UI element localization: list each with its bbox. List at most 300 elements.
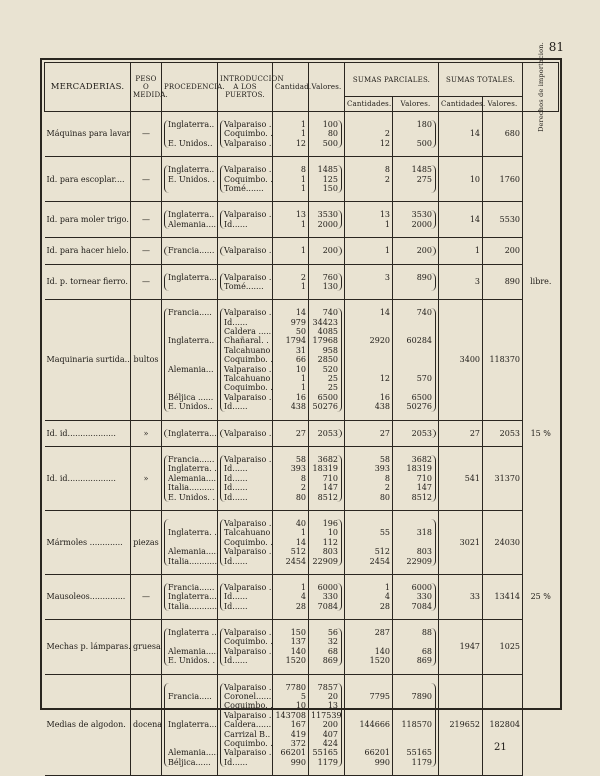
line-value: 58 bbox=[295, 455, 306, 465]
line-value: 32 bbox=[327, 637, 338, 647]
mercaderia-name: Máquinas para lavar bbox=[45, 112, 131, 157]
procedencia-lines bbox=[164, 246, 215, 255]
peso-medida: — bbox=[131, 157, 162, 202]
line-value: 330 bbox=[416, 592, 432, 602]
peso-medida: docena bbox=[131, 674, 162, 776]
derechos-value: 15 % bbox=[523, 420, 559, 446]
line-value bbox=[347, 711, 390, 720]
line-value: 31 bbox=[295, 345, 306, 355]
line-value: 55 bbox=[379, 528, 390, 538]
line-value: 3 bbox=[384, 272, 390, 282]
line-value: 18319 bbox=[312, 464, 338, 474]
line-value: Italia........... bbox=[168, 556, 218, 566]
line-value: 1520 bbox=[369, 656, 390, 666]
line-value: Valparaiso . bbox=[224, 455, 272, 465]
line-value: 407 bbox=[322, 729, 338, 739]
line-value bbox=[168, 129, 215, 138]
puerto-cell bbox=[218, 157, 273, 202]
table-row bbox=[45, 510, 559, 574]
procedencia-cell bbox=[162, 112, 218, 157]
sp-cantidad-cell bbox=[345, 674, 393, 776]
line-value: 20 bbox=[327, 692, 338, 702]
table-row bbox=[45, 674, 559, 776]
line-value: Valparaiso . bbox=[224, 120, 272, 129]
line-value: Valparaiso . bbox=[224, 628, 272, 638]
valores-cell bbox=[309, 510, 345, 574]
line-value: 1 bbox=[300, 374, 306, 384]
line-value: Id...... bbox=[224, 473, 248, 483]
sp-valores-lines bbox=[395, 273, 436, 292]
st-valores: 118370 bbox=[483, 300, 523, 420]
line-value: 2850 bbox=[317, 355, 338, 365]
line-value: 25 bbox=[327, 383, 338, 393]
mercaderia-name: Id. p. tornear fierro. bbox=[45, 264, 131, 300]
line-value: Id...... bbox=[224, 402, 248, 412]
valores-lines bbox=[311, 455, 342, 502]
line-value: Inglaterra... bbox=[168, 272, 217, 282]
line-value: 1520 bbox=[285, 656, 306, 666]
line-value: 12 bbox=[379, 138, 390, 148]
line-value: Coquimbo. . bbox=[224, 355, 273, 365]
procedencia-lines bbox=[164, 455, 215, 502]
sp-cantidad-cell bbox=[345, 620, 393, 675]
puerto-lines bbox=[220, 628, 273, 666]
peso-medida: — bbox=[131, 574, 162, 619]
line-value: 18319 bbox=[406, 464, 432, 474]
line-value: 6500 bbox=[317, 392, 338, 402]
line-value: 2053 bbox=[411, 428, 432, 438]
line-value: 27 bbox=[295, 428, 306, 438]
line-value: 1179 bbox=[317, 757, 338, 767]
line-value bbox=[347, 538, 390, 547]
line-value: 22909 bbox=[312, 556, 338, 566]
line-value bbox=[168, 327, 215, 336]
cantidad-lines bbox=[275, 519, 306, 566]
st-cantidad: 1947 bbox=[439, 620, 483, 675]
line-value: 58 bbox=[379, 455, 390, 465]
footer-number: 21 bbox=[494, 742, 507, 753]
line-value: 393 bbox=[374, 464, 390, 474]
line-value: Inglaterra... bbox=[168, 720, 217, 730]
derechos-value bbox=[523, 157, 559, 202]
valores-cell bbox=[309, 157, 345, 202]
line-value: Id...... bbox=[224, 656, 248, 666]
line-value: Francia...... bbox=[168, 246, 215, 256]
line-value: 500 bbox=[416, 138, 432, 148]
line-value: 2000 bbox=[317, 219, 338, 229]
cantidad-lines bbox=[275, 583, 306, 611]
line-value: 2000 bbox=[411, 219, 432, 229]
sp-valores-lines bbox=[395, 455, 436, 502]
sp-cantidad-lines bbox=[347, 683, 390, 768]
line-value: Valparaiso . bbox=[224, 428, 272, 438]
cantidad-cell bbox=[273, 264, 309, 300]
line-value: 520 bbox=[322, 364, 338, 374]
header-sp-cantidades: Cantidades. bbox=[345, 97, 393, 112]
line-value: Inglaterra.. bbox=[168, 210, 215, 220]
table-row bbox=[45, 264, 559, 300]
line-value: 6000 bbox=[317, 582, 338, 592]
st-valores: 182804 bbox=[483, 674, 523, 776]
st-valores: 890 bbox=[483, 264, 523, 300]
valores-lines bbox=[311, 308, 342, 411]
line-value: Béljica ...... bbox=[168, 392, 214, 402]
line-value: 144666 bbox=[359, 720, 390, 730]
line-value bbox=[347, 519, 390, 528]
puerto-cell bbox=[218, 202, 273, 238]
line-value: 12 bbox=[295, 138, 306, 148]
derechos-value: 25 % bbox=[523, 574, 559, 619]
line-value: 137 bbox=[290, 637, 306, 647]
cantidad-cell bbox=[273, 112, 309, 157]
derechos-value bbox=[523, 300, 559, 420]
derechos-value bbox=[523, 510, 559, 574]
line-value: 500 bbox=[322, 138, 338, 148]
line-value: Francia..... bbox=[168, 692, 212, 702]
st-cantidad: 219652 bbox=[439, 674, 483, 776]
line-value: 8512 bbox=[317, 492, 338, 502]
line-value: 990 bbox=[374, 757, 390, 767]
mercaderia-name: Id. id................... bbox=[45, 447, 131, 511]
procedencia-cell bbox=[162, 238, 218, 264]
sp-cantidad-lines bbox=[347, 273, 390, 292]
sp-cantidad-lines bbox=[347, 120, 390, 148]
line-value: Béljica...... bbox=[168, 757, 211, 767]
st-valores: 1760 bbox=[483, 157, 523, 202]
line-value: 66 bbox=[295, 355, 306, 365]
line-value: Inglaterra.. bbox=[168, 336, 215, 346]
st-valores: 1025 bbox=[483, 620, 523, 675]
cantidad-lines bbox=[275, 210, 306, 229]
puerto-lines bbox=[220, 455, 270, 502]
puerto-lines bbox=[220, 210, 270, 229]
line-value: 1 bbox=[300, 383, 306, 393]
line-value: Alemania..... bbox=[168, 547, 219, 557]
line-value: 140 bbox=[290, 646, 306, 656]
line-value: 869 bbox=[416, 656, 432, 666]
derechos-value bbox=[523, 674, 559, 776]
sp-valores-lines bbox=[395, 429, 436, 438]
sp-valores-cell bbox=[393, 420, 439, 446]
procedencia-lines bbox=[164, 273, 215, 292]
mercaderia-name: Maquinaria surtida.. bbox=[45, 300, 131, 420]
line-value: Alemania.... bbox=[168, 219, 217, 229]
line-value: E. Unidos.. bbox=[168, 138, 213, 148]
line-value: 958 bbox=[322, 345, 338, 355]
valores-cell bbox=[309, 574, 345, 619]
line-value: 8 bbox=[384, 165, 390, 175]
line-value: 287 bbox=[374, 628, 390, 638]
sp-valores-lines bbox=[395, 308, 436, 411]
line-value: Tomé....... bbox=[224, 281, 264, 291]
line-value: 318 bbox=[416, 528, 432, 538]
line-value: 27 bbox=[379, 428, 390, 438]
line-value: 2 bbox=[300, 272, 306, 282]
line-value: 180 bbox=[416, 120, 432, 129]
line-value: 80 bbox=[295, 492, 306, 502]
puerto-lines bbox=[220, 308, 273, 412]
peso-medida: — bbox=[131, 202, 162, 238]
line-value: 372 bbox=[290, 739, 306, 748]
line-value: 1 bbox=[384, 246, 390, 256]
line-value: 10 bbox=[327, 528, 338, 538]
sp-cantidad-cell bbox=[345, 420, 393, 446]
sp-cantidad-cell bbox=[345, 510, 393, 574]
line-value: Inglaterra... bbox=[168, 592, 217, 602]
st-cantidad: 14 bbox=[439, 202, 483, 238]
peso-medida: — bbox=[131, 264, 162, 300]
line-value: Valparaiso . bbox=[224, 646, 272, 656]
line-value bbox=[395, 519, 432, 528]
line-value: 2454 bbox=[285, 556, 306, 566]
line-value: 7084 bbox=[411, 601, 432, 611]
line-value: 143708 bbox=[275, 710, 306, 720]
cantidad-lines bbox=[275, 165, 306, 193]
cantidad-cell bbox=[273, 674, 309, 776]
line-value bbox=[395, 129, 432, 138]
line-value bbox=[168, 701, 215, 710]
derechos-value bbox=[523, 447, 559, 511]
puerto-cell bbox=[218, 447, 273, 511]
line-value: E. Unidos. . bbox=[168, 492, 216, 502]
table-row bbox=[45, 620, 559, 675]
st-valores: 13414 bbox=[483, 574, 523, 619]
line-value: Inglaterra. . bbox=[168, 528, 217, 538]
line-value bbox=[395, 365, 432, 374]
procedencia-cell bbox=[162, 510, 218, 574]
line-value: Inglaterra.. bbox=[168, 120, 215, 129]
puerto-lines bbox=[220, 682, 273, 768]
line-value bbox=[347, 120, 390, 129]
line-value: 710 bbox=[416, 473, 432, 483]
page-number: 81 bbox=[548, 40, 564, 54]
line-value bbox=[168, 730, 215, 739]
line-value: 1 bbox=[300, 582, 306, 592]
line-value bbox=[395, 327, 432, 336]
line-value: 3530 bbox=[411, 210, 432, 220]
line-value: 760 bbox=[322, 272, 338, 282]
sp-valores-lines bbox=[395, 120, 436, 148]
header-peso: PESO O MEDIDA. bbox=[131, 63, 162, 112]
line-value: Talcahuano bbox=[224, 345, 271, 355]
line-value: 393 bbox=[290, 464, 306, 474]
valores-lines bbox=[311, 628, 342, 666]
line-value bbox=[168, 683, 215, 692]
line-value bbox=[168, 383, 215, 392]
procedencia-lines bbox=[164, 429, 215, 438]
table-body bbox=[45, 112, 559, 776]
line-value: 3682 bbox=[411, 455, 432, 465]
mercaderia-name: Id. id................... bbox=[45, 420, 131, 446]
line-value: 7780 bbox=[285, 682, 306, 692]
procedencia-cell bbox=[162, 620, 218, 675]
sp-cantidad-lines bbox=[347, 429, 390, 438]
valores-cell bbox=[309, 447, 345, 511]
line-value: Valparaiso . bbox=[224, 165, 272, 175]
line-value bbox=[395, 282, 432, 291]
line-value: 60284 bbox=[406, 336, 432, 346]
line-value: Talcahuano bbox=[224, 374, 271, 384]
line-value: Coquimbo. . bbox=[224, 129, 273, 139]
valores-cell bbox=[309, 674, 345, 776]
line-value: 2 bbox=[384, 483, 390, 493]
line-value: Valparaiso . bbox=[224, 210, 272, 220]
line-value bbox=[168, 711, 215, 720]
import-table bbox=[44, 42, 559, 776]
line-value: Inglaterra .. bbox=[168, 628, 217, 638]
line-value: Italia........... bbox=[168, 601, 218, 611]
sp-valores-lines bbox=[395, 210, 436, 229]
st-cantidad: 3021 bbox=[439, 510, 483, 574]
st-valores: 31370 bbox=[483, 447, 523, 511]
header-sp-valores: Valores. bbox=[393, 97, 439, 112]
line-value bbox=[395, 739, 432, 748]
procedencia-lines bbox=[164, 628, 219, 666]
line-value: 167 bbox=[290, 720, 306, 730]
line-value: 17968 bbox=[312, 336, 338, 346]
valores-lines bbox=[311, 583, 342, 611]
st-valores: 200 bbox=[483, 238, 523, 264]
table-row bbox=[45, 202, 559, 238]
line-value: Valparaiso . bbox=[224, 138, 272, 148]
sp-cantidad-lines bbox=[347, 308, 390, 411]
line-value: Carrizal B.. bbox=[224, 729, 271, 739]
header-valores: Valores. bbox=[309, 63, 345, 112]
table-row bbox=[45, 157, 559, 202]
mercaderia-name: Id. para moler trigo. bbox=[45, 202, 131, 238]
line-value: 1485 bbox=[317, 165, 338, 175]
line-value: 5 bbox=[300, 692, 306, 702]
line-value: Coquimbo. . bbox=[224, 537, 273, 547]
table-row bbox=[45, 112, 559, 157]
line-value: Id...... bbox=[224, 757, 248, 767]
st-valores: 2053 bbox=[483, 420, 523, 446]
valores-lines bbox=[311, 273, 342, 292]
valores-cell bbox=[309, 300, 345, 420]
line-value: 424 bbox=[322, 739, 338, 748]
sp-valores-cell bbox=[393, 300, 439, 420]
line-value: 130 bbox=[322, 281, 338, 291]
line-value: 117539 bbox=[311, 710, 342, 720]
line-value: 4 bbox=[384, 592, 390, 602]
line-value: 200 bbox=[416, 246, 432, 256]
sp-valores-lines bbox=[395, 583, 436, 611]
line-value: 1794 bbox=[285, 336, 306, 346]
line-value: 14 bbox=[379, 308, 390, 318]
line-value: Alemania..... bbox=[168, 748, 219, 758]
line-value: 2053 bbox=[317, 428, 338, 438]
line-value: 10 bbox=[295, 701, 306, 711]
peso-medida: piezas bbox=[131, 510, 162, 574]
sp-valores-lines bbox=[395, 683, 436, 768]
line-value: 28 bbox=[295, 601, 306, 611]
line-value: Coquimbo. . bbox=[224, 383, 273, 393]
line-value: Coquimbo. . bbox=[224, 739, 273, 748]
line-value: Francia...... bbox=[168, 582, 215, 592]
line-value: 7857 bbox=[317, 682, 338, 692]
line-value: 125 bbox=[322, 174, 338, 184]
line-value bbox=[168, 739, 215, 748]
line-value bbox=[395, 711, 432, 720]
line-value: E. Unidos. . bbox=[168, 656, 216, 666]
peso-medida: » bbox=[131, 447, 162, 511]
st-cantidad: 3 bbox=[439, 264, 483, 300]
valores-lines bbox=[311, 429, 342, 438]
puerto-cell bbox=[218, 620, 273, 675]
sp-cantidad-cell bbox=[345, 264, 393, 300]
line-value: Alemania..... bbox=[168, 646, 219, 656]
procedencia-cell bbox=[162, 157, 218, 202]
line-value: Caldera ..... bbox=[224, 327, 272, 337]
procedencia-lines bbox=[164, 683, 219, 768]
sp-cantidad-lines bbox=[347, 165, 390, 193]
cantidad-lines bbox=[275, 308, 306, 411]
line-value bbox=[347, 318, 390, 327]
peso-medida: — bbox=[131, 238, 162, 264]
line-value: Valparaiso . bbox=[224, 392, 272, 402]
cantidad-cell bbox=[273, 620, 309, 675]
line-value bbox=[395, 318, 432, 327]
line-value: 1 bbox=[384, 219, 390, 229]
line-value bbox=[347, 739, 390, 748]
line-value: Valparaiso . bbox=[224, 710, 272, 720]
line-value: 100 bbox=[322, 120, 338, 129]
line-value bbox=[395, 383, 432, 392]
line-value bbox=[347, 282, 390, 291]
peso-medida: — bbox=[131, 112, 162, 157]
line-value: 40 bbox=[295, 518, 306, 528]
line-value: 330 bbox=[322, 592, 338, 602]
procedencia-cell bbox=[162, 447, 218, 511]
mercaderia-name: Medias de algodon. bbox=[45, 674, 131, 776]
st-valores: 24030 bbox=[483, 510, 523, 574]
puerto-cell bbox=[218, 574, 273, 619]
line-value: 990 bbox=[290, 757, 306, 767]
line-value: Id...... bbox=[224, 317, 248, 327]
line-value: E. Unidos. . bbox=[168, 174, 216, 184]
line-value bbox=[395, 184, 432, 193]
sp-valores-cell bbox=[393, 112, 439, 157]
sp-valores-cell bbox=[393, 510, 439, 574]
line-value: 1 bbox=[300, 219, 306, 229]
sp-valores-lines bbox=[395, 519, 436, 566]
cantidad-cell bbox=[273, 202, 309, 238]
line-value: 869 bbox=[322, 656, 338, 666]
line-value: 7795 bbox=[369, 692, 390, 702]
line-value: Francia..... bbox=[168, 308, 212, 318]
puerto-lines bbox=[220, 583, 270, 611]
procedencia-lines bbox=[164, 120, 215, 148]
line-value bbox=[347, 365, 390, 374]
procedencia-cell bbox=[162, 574, 218, 619]
line-value: 80 bbox=[379, 492, 390, 502]
st-valores: 5530 bbox=[483, 202, 523, 238]
table-row bbox=[45, 238, 559, 264]
st-cantidad: 10 bbox=[439, 157, 483, 202]
line-value: 1 bbox=[300, 120, 306, 129]
line-value: Valparaiso . bbox=[224, 582, 272, 592]
st-cantidad: 33 bbox=[439, 574, 483, 619]
procedencia-cell bbox=[162, 264, 218, 300]
peso-medida: » bbox=[131, 420, 162, 446]
line-value: 570 bbox=[416, 374, 432, 384]
cantidad-cell bbox=[273, 447, 309, 511]
procedencia-cell bbox=[162, 300, 218, 420]
valores-lines bbox=[311, 683, 342, 768]
line-value: Valparaiso . bbox=[224, 364, 272, 374]
line-value: Valparaiso . bbox=[224, 682, 272, 692]
valores-cell bbox=[309, 264, 345, 300]
